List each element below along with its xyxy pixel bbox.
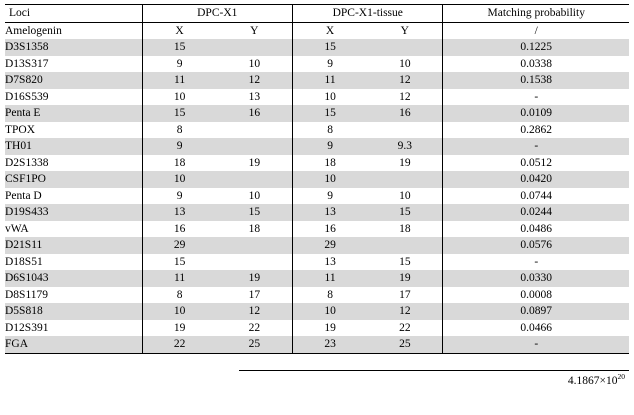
column-header-probability: Matching probability [443, 5, 629, 23]
cell-probability: 0.0576 [443, 237, 629, 254]
cell-loci: D2S1338 [5, 156, 49, 169]
table-header-row [5, 5, 629, 23]
cell-sample2-allele2: Y [400, 24, 409, 37]
table-row [5, 155, 629, 172]
column-header-loci: Loci [5, 5, 142, 23]
cell-sample2-allele2 [367, 237, 443, 254]
cell-probability: 0.0897 [443, 303, 629, 320]
cell-sample2-allele2: 12 [367, 72, 443, 89]
cell-loci: D21S11 [5, 237, 142, 254]
cell-probability: 0.1225 [443, 39, 629, 56]
cell-sample2-allele1: 9 [293, 56, 368, 73]
table-row [5, 22, 629, 39]
cell-loci: D8S1179 [5, 288, 49, 301]
cell-sample2-allele2: 9.3 [367, 138, 443, 155]
cell-sample1-allele1: 8 [142, 122, 217, 139]
cell-sample2-allele2: 22 [399, 321, 411, 334]
table-row [5, 89, 629, 106]
cell-probability: 0.1538 [443, 72, 629, 89]
cell-sample2-allele1: 10 [293, 303, 368, 320]
cell-sample1-allele1: 29 [142, 237, 217, 254]
cell-probability: 0.0244 [443, 204, 629, 221]
table-body [5, 22, 629, 353]
cell-sample2-allele1: 9 [293, 138, 368, 155]
cell-sample1-allele1: 18 [142, 155, 217, 172]
cell-sample1-allele1: 9 [142, 188, 217, 205]
cell-sample2-allele1: 15 [293, 39, 368, 56]
table-row [5, 122, 629, 139]
cell-probability: 0.0330 [443, 270, 629, 287]
cell-sample1-allele2: 15 [217, 204, 293, 221]
cell-sample1-allele1: 19 [142, 320, 217, 337]
cell-sample2-allele1: 10 [293, 171, 368, 188]
cell-sample2-allele1: 19 [293, 320, 368, 337]
table-header [5, 5, 629, 23]
table-row [5, 287, 629, 304]
cell-sample1-allele1: 10 [142, 89, 217, 106]
combined-probability-exponent: 20 [617, 371, 625, 381]
cell-sample2-allele1: 23 [293, 336, 368, 353]
cell-sample2-allele1: 11 [293, 72, 368, 89]
cell-sample1-allele2: 19 [217, 270, 293, 287]
footer-divider [239, 370, 629, 371]
cell-sample1-allele1: 9 [142, 56, 217, 73]
cell-sample1-allele1: 16 [142, 221, 217, 238]
table-row [5, 39, 629, 56]
table-row [5, 204, 629, 221]
cell-sample1-allele2: 10 [248, 189, 261, 202]
column-header-sample2: DPC-X1-tissue [293, 5, 443, 23]
cell-loci: TPOX [5, 123, 36, 136]
cell-sample2-allele1: 18 [293, 155, 368, 172]
cell-loci: Penta D [5, 189, 42, 202]
cell-probability: - [443, 138, 629, 155]
table-row [5, 320, 629, 337]
cell-sample1-allele2: Y [250, 24, 259, 37]
cell-sample1-allele2 [217, 171, 293, 188]
cell-sample1-allele1: 9 [142, 138, 217, 155]
table-row [5, 72, 629, 89]
table-row [5, 237, 629, 254]
cell-sample2-allele1: 8 [293, 287, 368, 304]
cell-loci: TH01 [5, 138, 142, 155]
cell-sample2-allele2 [367, 122, 443, 139]
cell-sample1-allele2: 25 [217, 336, 293, 353]
cell-sample1-allele1: 13 [142, 204, 217, 221]
cell-probability: - [443, 89, 629, 106]
cell-sample1-allele1: 15 [142, 39, 217, 56]
cell-sample2-allele2 [367, 39, 443, 56]
table-row [5, 188, 629, 205]
cell-sample2-allele1: 11 [293, 270, 368, 287]
cell-sample1-allele1: 11 [142, 270, 217, 287]
cell-sample2-allele2: 15 [399, 255, 411, 268]
cell-sample2-allele1: X [293, 22, 368, 39]
cell-sample1-allele1: X [142, 22, 217, 39]
cell-probability: 0.0744 [443, 188, 629, 205]
cell-sample2-allele2 [367, 171, 443, 188]
cell-probability: 0.0008 [443, 287, 629, 304]
cell-loci: D5S818 [5, 303, 142, 320]
cell-sample1-allele2 [217, 237, 293, 254]
cell-probability: - [443, 336, 629, 353]
str-comparison-table [5, 4, 629, 354]
cell-loci: vWA [5, 222, 29, 235]
cell-probability: 0.2862 [443, 122, 629, 139]
cell-sample1-allele2: 10 [248, 57, 261, 70]
cell-probability: 0.0466 [443, 320, 629, 337]
combined-matching-probability [568, 372, 625, 387]
cell-sample1-allele2: 16 [217, 105, 293, 122]
cell-sample2-allele2: 25 [367, 336, 443, 353]
cell-sample2-allele2: 15 [367, 204, 443, 221]
table-row [5, 303, 629, 320]
cell-probability: 0.0338 [443, 56, 629, 73]
cell-sample2-allele2: 12 [399, 90, 411, 103]
cell-probability: / [443, 22, 629, 39]
cell-sample1-allele2 [217, 122, 293, 139]
cell-loci: D19S433 [5, 204, 142, 221]
cell-sample1-allele2: 19 [248, 156, 261, 169]
column-header-sample1: DPC-X1 [142, 5, 293, 23]
cell-sample1-allele2: 13 [248, 90, 261, 103]
cell-sample2-allele2: 19 [367, 270, 443, 287]
table-row [5, 171, 629, 188]
cell-sample1-allele2: 18 [248, 222, 261, 235]
cell-sample2-allele2: 18 [399, 222, 411, 235]
cell-probability: - [443, 254, 629, 271]
cell-sample2-allele1: 16 [293, 221, 368, 238]
cell-sample1-allele2: 22 [248, 321, 261, 334]
cell-probability: 0.0512 [443, 155, 629, 172]
cell-sample2-allele1: 29 [293, 237, 368, 254]
cell-sample2-allele1: 10 [293, 89, 368, 106]
cell-sample2-allele1: 9 [293, 188, 368, 205]
cell-sample2-allele2: 10 [399, 57, 411, 70]
cell-sample1-allele1: 15 [142, 254, 217, 271]
cell-sample1-allele1: 22 [142, 336, 217, 353]
cell-sample2-allele2: 16 [367, 105, 443, 122]
table-row [5, 270, 629, 287]
cell-loci: D18S51 [5, 255, 43, 268]
cell-sample1-allele1: 10 [142, 171, 217, 188]
cell-loci: D3S1358 [5, 39, 142, 56]
combined-probability-base: 4.1867×10 [567, 374, 618, 387]
cell-loci: D6S1043 [5, 270, 142, 287]
cell-sample1-allele2 [217, 39, 293, 56]
cell-sample2-allele1: 15 [293, 105, 368, 122]
table-row [5, 138, 629, 155]
cell-sample1-allele1: 11 [142, 72, 217, 89]
cell-sample2-allele1: 13 [293, 204, 368, 221]
cell-loci: Penta E [5, 105, 142, 122]
table-footer [5, 354, 629, 394]
table-row [5, 221, 629, 238]
cell-loci: D13S317 [5, 57, 49, 70]
cell-sample1-allele2: 12 [217, 303, 293, 320]
table-row [5, 254, 629, 271]
cell-loci: D7S820 [5, 72, 142, 89]
cell-loci: CSF1PO [5, 171, 142, 188]
cell-sample2-allele1: 8 [293, 122, 368, 139]
table-row [5, 336, 629, 353]
table-row [5, 56, 629, 73]
cell-sample1-allele2: 17 [248, 288, 261, 301]
cell-sample1-allele1: 15 [142, 105, 217, 122]
cell-probability: 0.0486 [443, 221, 629, 238]
cell-sample1-allele1: 10 [142, 303, 217, 320]
cell-loci: FGA [5, 336, 142, 353]
cell-sample2-allele2: 12 [367, 303, 443, 320]
cell-loci: D16S539 [5, 90, 49, 103]
cell-sample2-allele2: 10 [399, 189, 411, 202]
cell-sample1-allele2 [217, 254, 293, 271]
cell-loci: Amelogenin [5, 24, 62, 37]
table-row [5, 105, 629, 122]
cell-sample2-allele2: 19 [399, 156, 411, 169]
cell-sample2-allele1: 13 [293, 254, 368, 271]
cell-sample1-allele2: 12 [217, 72, 293, 89]
str-profile-table-page [0, 4, 634, 415]
cell-sample1-allele2 [217, 138, 293, 155]
cell-probability: 0.0420 [443, 171, 629, 188]
cell-sample1-allele1: 8 [142, 287, 217, 304]
cell-loci: D12S391 [5, 321, 49, 334]
cell-sample2-allele2: 17 [399, 288, 411, 301]
cell-probability: 0.0109 [443, 105, 629, 122]
